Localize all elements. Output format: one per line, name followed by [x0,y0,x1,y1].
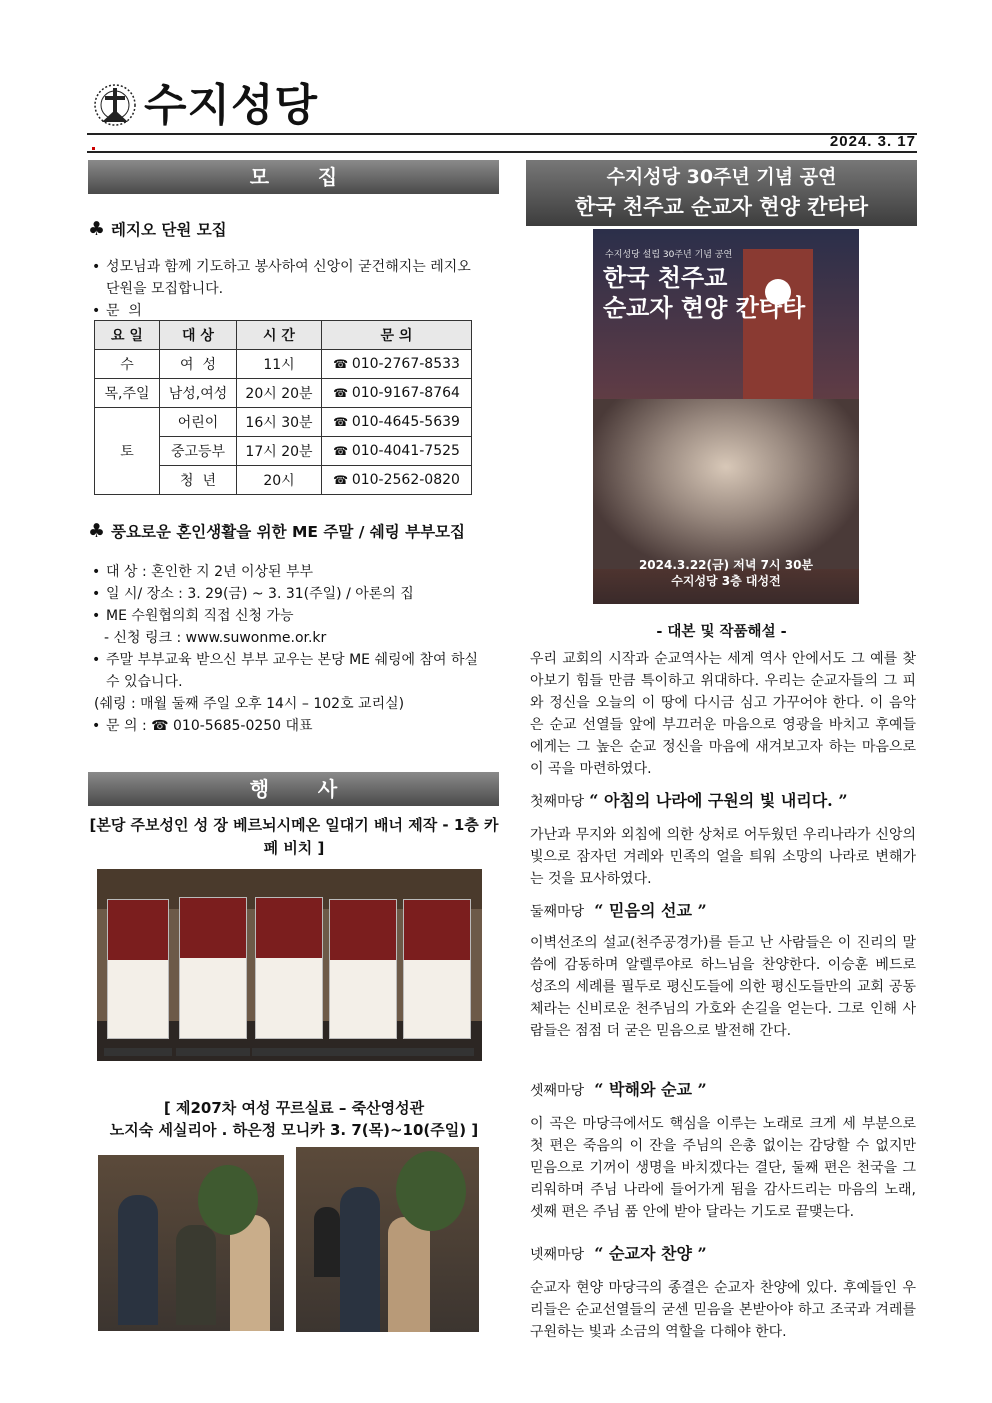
recruit-section-title: 모 집 [249,165,338,189]
concert-title-1: 수지성당 30주년 기념 공연 [606,166,837,188]
recruit-section-header [88,160,499,194]
church-logo-icon [92,82,138,128]
me-bullet-5: • 문 의 : ☎ 010-5685-0250 대표 [88,715,488,737]
col-time: 시 간 [237,321,322,350]
poster-title: 한국 천주교 순교자 현양 칸타타 [603,263,806,322]
cursillo-photo-1 [98,1155,284,1331]
banner-caption: [본당 주보성인 성 장 베르뇌시메온 일대기 배너 제작 - 1층 카페 비치 ] [89,816,499,857]
scene-1: 첫째마당 “ 아침의 나라에 구원의 빛 내리다. ” 가난과 무지와 외침에 의한 상처로 어두웠던 우리나라가 신앙의 빛으로 잠자던 겨레와 민족의 얼을 틔워 소망의 나라로 변해가는 것을 묘사하였다. [530,791,916,887]
me-bullets [88,561,488,737]
scene-3: 셋째마당 “ 박해와 순교 ” 이 곡은 마당극에서도 핵심을 이루는 노래로 크게 세 부분으로 첫 편은 죽음의 이 잔을 주님의 은총 없이는 감당할 수 없지만 믿음으로 기꺼이 생명을 바치겠다는 결단, 둘째 편은 천국을 그리워하며 주님 나라에 들어가게 됨을 감사드리는 마음의 노래, 셋째 편은 주님 품 안에 받아 달라는 기도로 끝맺는다. [530,1080,916,1220]
table-row: 목,주일 남성,여성 20시 20분 ☎ 010-9167-8764 [95,379,472,408]
scene-4: 넷째마당 “ 순교자 찬양 ” 순교자 현양 마당극의 종결은 순교자 찬양에 있다. 후예들인 우리들은 순교선열들의 굳센 믿음을 본받아야 하고 조국과 겨레를 구원하는 빛과 소금의 역할을 다해야 한다. [530,1244,916,1340]
script-subtitle: - 대본 및 작품해설 - [656,624,787,640]
scene-2: 둘째마당 “ 믿음의 선교 ” 이벽선조의 설교(천주공경가)를 듣고 난 사람들은 이 진리의 말씀에 감동하며 알렐루야로 하느님을 찬양한다. 이승훈 베드로 성조의 세례를 필두로 평신도들에 의한 평신도들만의 교회 공동체라는 신비로운 천주님의 가호와 손길을 얻는다. 그로 인해 사람들은 점점 더 굳은 믿음으로 발전해 간다. [530,901,916,1039]
events-section-title: 행 사 [249,777,338,801]
banner-photo [97,869,482,1061]
brand-title: 수지성당 [144,80,319,131]
col-target: 대 상 [160,321,237,350]
concert-title-2: 한국 천주교 순교자 현양 칸타타 [575,194,868,219]
me-bullet-3: • ME 수원협의회 직접 신청 가능 [88,605,488,627]
concert-header [526,160,917,226]
me-bullet-1: • 대 상 : 혼인한 지 2년 이상된 부부 [88,561,488,583]
legio-bullets [88,256,488,322]
concert-poster [593,229,859,604]
table-row: 토 어린이 16시 30분 ☎ 010-4645-5639 [95,408,472,437]
cursillo-caption: [ 제207차 여성 꾸르실료 – 죽산영성관 노지숙 세실리아 . 하은정 모니카 3. 7(목)~10(주일) ] [109,1099,479,1139]
table-row: 중고등부 17시 20분 ☎ 010-4041-7525 [95,437,472,466]
legio-bullet-2: • 문 의 [88,300,488,322]
table-row: 청 년 20시 ☎ 010-2562-0820 [95,466,472,495]
legio-heading: ♣ 레지오 단원 모집 [88,218,227,240]
poster-info: 2024.3.22(금) 저녁 7시 30분 수지성당 3층 대성전 [638,558,814,588]
red-mark [92,147,95,150]
cursillo-photo-2 [296,1147,479,1332]
events-section-header [88,772,499,806]
me-sharing-note: (쉐링 : 매월 둘째 주일 오후 14시 – 102호 교리실) [94,696,405,712]
me-bullet-4: • 주말 부부교육 받으신 부부 교우는 본당 ME 쉐링에 참여 하실 수 있습니다. [88,649,488,693]
legio-bullet-1: • 성모님과 함께 기도하고 봉사하여 신앙이 굳건해지는 레지오 단원을 모집합니다. [88,256,488,300]
col-contact: 문 의 [322,321,472,350]
club-icon: ♣ [88,218,106,240]
me-heading: ♣ 풍요로운 혼인생활을 위한 ME 주말 / 쉐링 부부모집 [88,520,465,542]
issue-date: 2024. 3. 17 [829,133,916,150]
table-row: 수 여 성 11시 ☎ 010-2767-8533 [95,350,472,379]
me-link: - 신청 링크 : www.suwonme.or.kr [104,630,327,646]
me-bullet-2: • 일 시/ 장소 : 3. 29(금) ~ 3. 31(주일) / 아론의 집 [88,583,488,605]
concert-intro: 우리 교회의 시작과 순교역사는 세계 역사 안에서도 그 예를 찾아보기 힘들 만큼 특이하고 위대하다. 우리는 순교자들의 그 피와 정신을 오늘의 이 땅에 다시금 심고 가꾸어야 한다. 이 음악은 순교 선열들 앞에 부끄러운 마음으로 영광을 바치고 후예들에게는 그 높은 순교 정신을 마음에 새겨보고자 하는 마음으로 이 곡을 마련하였다. [530,651,916,777]
legio-schedule-table [94,320,472,495]
col-day: 요 일 [95,321,160,350]
club-icon: ♣ [88,520,106,542]
table-header-row [95,321,472,350]
poster-subtitle: 수지성당 설립 30주년 기념 공연 [605,250,733,260]
date-band [87,135,917,153]
